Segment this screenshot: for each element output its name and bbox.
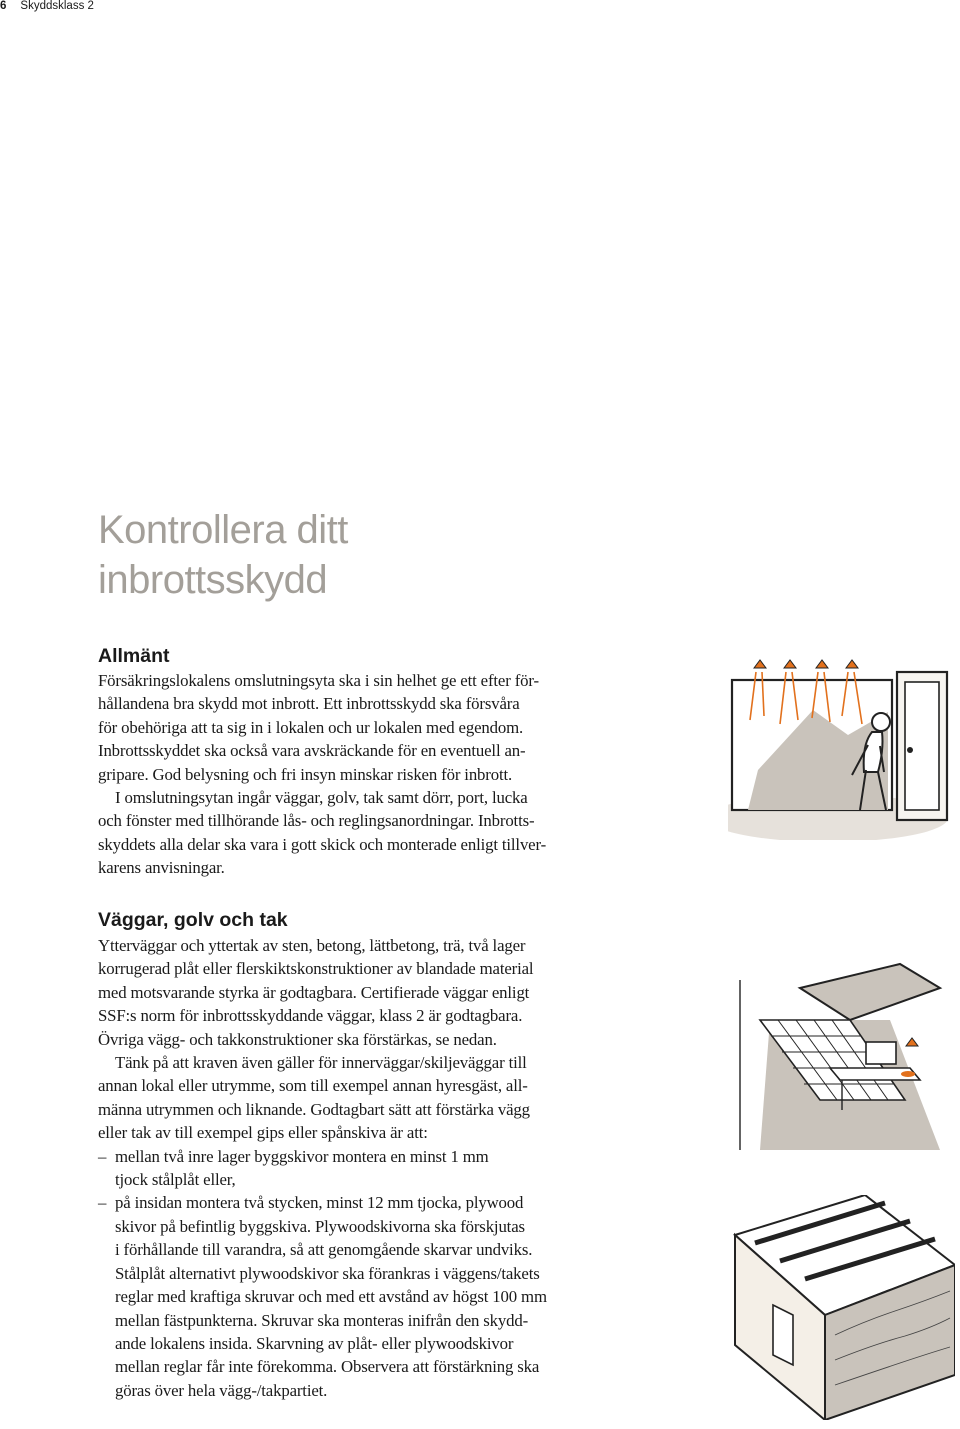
body-line: I omslutningsytan ingår väggar, golv, tak samt dörr, port, lucka <box>115 788 528 808</box>
list-item-line: ande lokalens insida. Skarvning av plåt- eller plywoodskivor <box>115 1333 514 1353</box>
list-item-line: göras över hela vägg-/takpartiet. <box>115 1380 328 1400</box>
running-head <box>0 0 94 12</box>
dash-marker: – <box>98 1193 107 1213</box>
body-line: eller tak av till exempel gips eller spånskiva är att: <box>98 1123 428 1143</box>
page-title <box>98 505 348 605</box>
section-body-vaggar <box>98 934 547 1402</box>
body-line: Inbrottsskyddet ska också vara avskräckande för en eventuell an- <box>98 741 526 761</box>
door-handle <box>907 747 913 753</box>
lamp-icon <box>906 1038 918 1046</box>
body-line: annan lokal eller utrymme, som till exempel annan hyresgäst, all- <box>98 1076 528 1096</box>
body-line: Ytterväggar och yttertak av sten, betong, lättbetong, trä, två lager <box>98 936 526 955</box>
list-item-text: mellan två inre lager byggskivor montera en minst 1 mm <box>115 1146 489 1166</box>
list-item-line: i förhållande till varandra, så att genomgående skarvar undviks. <box>115 1240 533 1260</box>
list-item-text: på insidan montera två stycken, minst 12 mm tjocka, plywood <box>115 1193 524 1213</box>
list-item-line: tjock stålplåt eller, <box>115 1170 236 1190</box>
list-item-line <box>98 1191 547 1214</box>
page-title-line: inbrottsskydd <box>98 558 328 602</box>
list-item-line: mellan reglar får inte förekomma. Observera att förstärkning ska <box>115 1357 540 1377</box>
illustration-wall-construction <box>725 1195 955 1420</box>
body-line: skyddets alla delar ska vara i gott skick och monterade enligt tillver- <box>98 834 547 854</box>
lamp-icon <box>754 660 858 668</box>
list-item-line: reglar med kraftiga skruvar och med ett avstånd av högst 100 mm <box>115 1287 547 1307</box>
section-body-allmant <box>98 669 546 880</box>
body-line: karens anvisningar. <box>98 858 225 878</box>
body-line: och fönster med tillhörande lås- och reglingsanordningar. Inbrotts- <box>98 811 535 831</box>
section-heading-vaggar: Väggar, golv och tak <box>98 909 288 931</box>
body-line: Tänk på att kraven även gäller för innerväggar/skiljeväggar till <box>115 1053 527 1073</box>
door-leaf <box>905 682 939 810</box>
body-line: Övriga vägg- och takkonstruktioner ska förstärkas, se nedan. <box>98 1029 497 1049</box>
body-line: korrugerad plåt eller flerskiktskonstruktioner av blandade material <box>98 959 534 979</box>
page-title-line: Kontrollera ditt <box>98 508 348 552</box>
section-heading-allmant: Allmänt <box>98 645 170 667</box>
body-line: hållandena bra skydd mot inbrott. Ett inbrottsskydd ska försvåra <box>98 694 520 714</box>
ceiling-slab <box>800 964 940 1020</box>
running-title: Skyddsklass 2 <box>20 0 94 12</box>
list-item-line: Stålplåt alternativt plywoodskivor ska förankras i väggens/takets <box>115 1263 540 1283</box>
list-item-line: mellan fästpunkterna. Skruvar ska monteras inifrån den skydd- <box>115 1310 529 1330</box>
object-orange <box>901 1071 915 1077</box>
page-number: 6 <box>0 0 7 12</box>
body-line: Försäkringslokalens omslutningsyta ska i sin helhet ge ett efter för- <box>98 671 539 690</box>
body-line: SSF:s norm för inbrottsskyddande väggar, klass 2 är godtagbara. <box>98 1006 523 1026</box>
body-line: med motsvarande styrka är godtagbara. Certifierade väggar enligt <box>98 982 530 1002</box>
body-line: männa utrymmen och liknande. Godtagbart sätt att förstärka vägg <box>98 1099 530 1119</box>
wall-stud <box>773 1305 793 1365</box>
illustration-ceiling-grid-office <box>730 950 954 1150</box>
illustration-figure-near-lit-wall <box>728 650 952 840</box>
list-item-line: skivor på befintlig byggskiva. Plywoodskivorna ska förskjutas <box>115 1216 525 1236</box>
list-item-line <box>98 1145 547 1168</box>
body-line: för obehöriga att ta sig in i lokalen och ur lokalen med egendom. <box>98 717 524 737</box>
body-line: gripare. God belysning och fri insyn minskar risken för inbrott. <box>98 764 513 784</box>
dash-marker: – <box>98 1146 107 1166</box>
monitor <box>866 1042 896 1064</box>
